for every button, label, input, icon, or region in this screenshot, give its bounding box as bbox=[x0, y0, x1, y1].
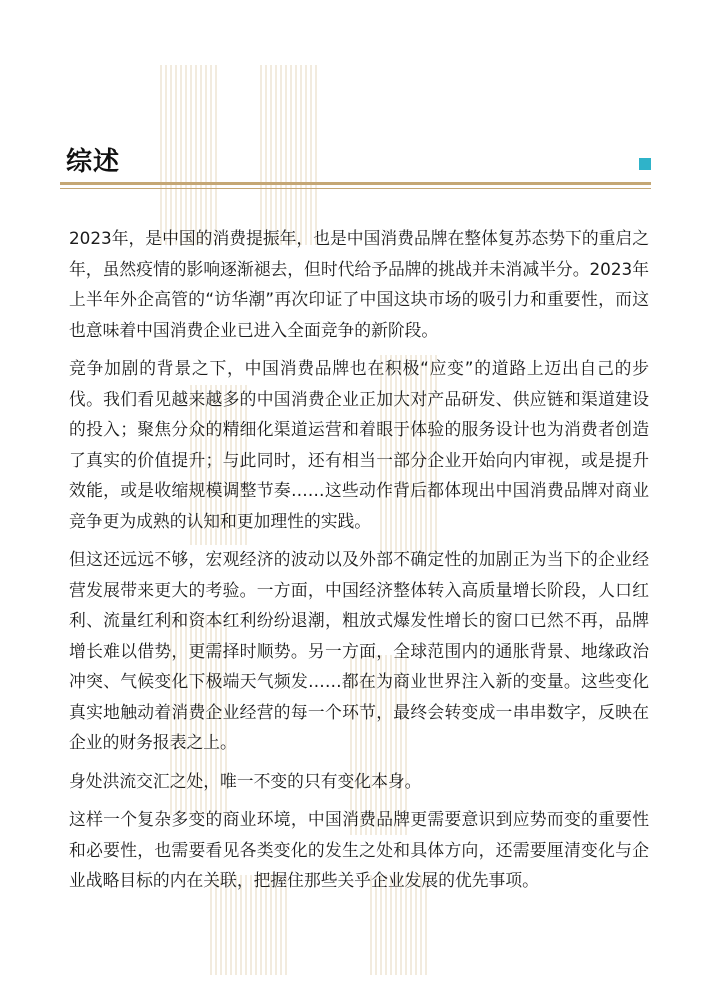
paragraph-1: 2023年，是中国的消费提振年，也是中国消费品牌在整体复苏态势下的重启之年，虽然疫情的影响逐渐褪去，但时代给予品牌的挑战并未消减半分。2023年上半年外企高管的“访华潮”再次印证了中国这块市场的吸引力和重要性，而这也意味着中国消费企业已进入全面竞争的新阶段。 bbox=[69, 228, 649, 340]
page-title: 综述 bbox=[66, 147, 121, 177]
paragraph-4: 身处洪流交汇之处，唯一不变的只有变化本身。 bbox=[69, 770, 422, 791]
paragraph-5: 这样一个复杂多变的商业环境，中国消费品牌更需要意识到应势而变的重要性和必要性，也需要看见各类变化的发生之处和具体方向，还需要厘清变化与企业战略目标的内在关联，把握住那些关乎企业发展的优先事项。 bbox=[69, 809, 649, 890]
section-header bbox=[60, 138, 651, 190]
paragraph-2: 竞争加剧的背景之下，中国消费品牌也在积极“应变”的道路上迈出自己的步伐。我们看见越来越多的中国消费企业正加大对产品研发、供应链和渠道建设的投入；聚焦分众的精细化渠道运营和着眼于体验的服务设计也为消费者创造了真实的价值提升；与此同时，还有相当一部分企业开始向内审视，或是提升效能，或是收缩规模调整节奏……这些动作背后都体现出中国消费品牌对商业竞争更为成熟的认知和更加理性的实践。 bbox=[69, 358, 649, 531]
header-rule-thin bbox=[60, 188, 651, 189]
paragraph-3: 但这还远远不够，宏观经济的波动以及外部不确定性的加剧正为当下的企业经营发展带来更大的考验。一方面，中国经济整体转入高质量增长阶段，人口红利、流量红利和资本红利纷纷退潮，粗放式爆发性增长的窗口已然不再，品牌增长难以借势，更需择时顺势。另一方面，全球范围内的通胀背景、地缘政治冲突、气候变化下极端天气频发……都在为商业世界注入新的变量。这些变化真实地触动着消费企业经营的每一个环节，最终会转变成一串串数字，反映在企业的财务报表之上。 bbox=[69, 549, 649, 752]
header-rule-thick bbox=[60, 182, 651, 185]
accent-square bbox=[639, 158, 651, 170]
body-content bbox=[69, 223, 649, 904]
